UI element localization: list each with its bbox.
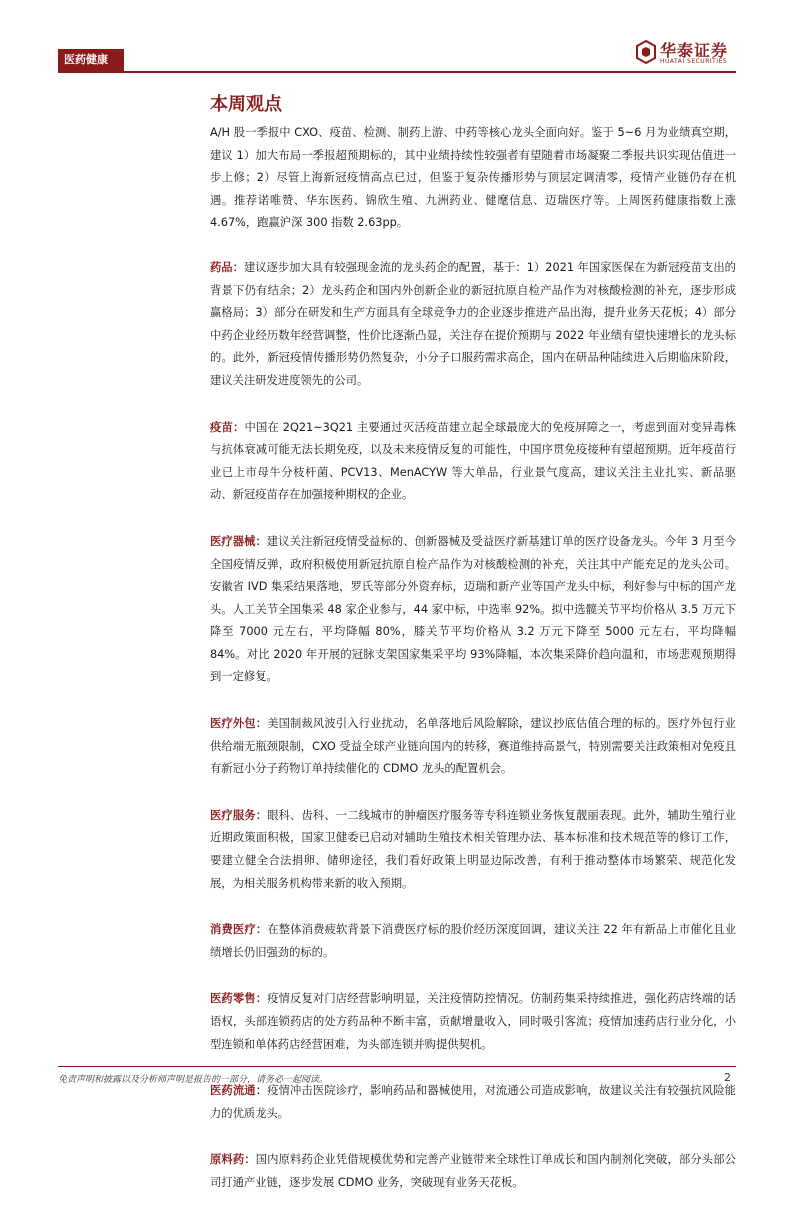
paragraph-lead: 医药流通： — [210, 1084, 268, 1098]
section-label: 医药健康 — [64, 53, 108, 66]
paragraph-text: 中国在 2Q21~3Q21 主要通过灭活疫苗建立起全球最庞大的免疫屏障之一，考虑到面对变异毒株与抗体衰减可能无法长期免疫，以及未来疫情反复的可能性，中国序贯免疫接种有望超预期。近年疫苗行业已上市母牛分枝杆菌、PCV13、MenACYW 等大单品，行业景气度高，建议关注主业扎实、新品驱动、新冠疫苗存在加强接种期权的企业。 — [210, 420, 736, 502]
paragraph-lead: 消费医疗： — [210, 923, 268, 937]
paragraph — [210, 988, 736, 1056]
content-body — [210, 122, 736, 1219]
page-number: 2 — [724, 1071, 731, 1084]
page-title: 本周观点 — [210, 94, 282, 115]
page-header — [0, 0, 793, 74]
paragraph-text: 建议关注新冠疫情受益标的、创新器械及受益医疗新基建订单的医疗设备龙头。今年 3 月至今全国疫情反弹，政府积极使用新冠抗原自检产品作为对核酸检测的补充，关注其中产能充足的龙头公司。安徽省 IVD 集采结果落地，罗氏等部分外资弃标，迈瑞和新产业等国产龙头中标，利好参与中标的国产龙头。人工关节全国集采 48 家企业参与，44 家中标，中选率 92%。拟中选髋关节平均价格从 3.5 万元下降至 7000 元左右，平均降幅 80%，膝关节平均价格从 3.2 万元下降至 5000 元左右，平均降幅 84%。对比 2020 年开展的冠脉支架国家集采平均 93%降幅，本次集采降价趋向温和，市场悲观预期得到一定修复。 — [210, 534, 736, 684]
paragraph — [210, 1080, 736, 1125]
paragraph-lead: 药品： — [210, 260, 244, 274]
paragraph-text: A/H 股一季报中 CXO、疫苗、检测、制药上游、中药等核心龙头全面向好。鉴于 5~6 月为业绩真空期，建议 1）加大布局一季报超预期标的，其中业绩持续性较强者有望随着市场凝聚二季报共识实现估值进一步上修；2）尽管上海新冠疫情高点已过，但鉴于复杂传播形势与顶层定调清零，疫情产业链仍存在机遇。推荐诺唯赞、华东医药、锦欣生殖、九洲药业、健麾信息、迈瑞医疗等。上周医药健康指数上涨 4.67%，跑赢沪深 300 指数 2.63pp。 — [210, 126, 736, 230]
paragraph — [210, 257, 736, 393]
logo-text-cn: 华泰证券 — [660, 41, 729, 60]
paragraph — [210, 122, 736, 235]
paragraph-text: 疫情反复对门店经营影响明显，关注疫情防控情况。仿制药集采持续推进，强化药店终端的话语权，头部连锁药店的处方药品种不断丰富，贡献增量收入，同时吸引客流；疫情加速药店行业分化，小型连锁和单体药店经营困难，为头部连锁并购提供契机。 — [210, 992, 736, 1051]
paragraph-lead: 原料药： — [210, 1153, 256, 1167]
paragraph-text: 国内原料药企业凭借规模优势和完善产业链带来全球性订单成长和国内制剂化突破，部分头部公司打通产业链，逐步发展 CDMO 业务，突破现有业务天花板。 — [210, 1153, 736, 1189]
paragraph — [210, 1149, 736, 1194]
paragraph — [210, 713, 736, 781]
footer-disclaimer: 免责声明和披露以及分析师声明是报告的一部分，请务必一起阅读。 — [58, 1075, 329, 1085]
paragraph-text: 建议逐步加大具有较强现金流的龙头药企的配置，基于：1）2021 年国家医保在为新冠疫苗支出的背景下仍有结余；2）龙头药企和国内外创新企业的新冠抗原自检产品作为对核酸检测的补充，逐步形成赢格局；3）部分在研发和生产方面具有全球竞争力的企业逐步推进产品出海，提升业务天花板；4）部分中药企业经历数年经营调整，性价比逐渐凸显，关注存在提价预期与 2022 年业绩有望快速增长的龙头标的。此外，新冠疫情传播形势仍然复杂，小分子口服药需求高企，国内在研品种陆续进入后期临床阶段，建议关注研发进度领先的公司。 — [210, 260, 736, 387]
paragraph — [210, 805, 736, 895]
paragraph-lead: 医疗器械： — [210, 534, 267, 548]
paragraph-lead: 医疗外包： — [210, 717, 268, 731]
paragraph-lead: 疫苗： — [210, 420, 245, 434]
paragraph-lead: 医疗服务： — [210, 808, 268, 822]
footer-divider — [58, 1066, 736, 1067]
paragraph-text: 疫情冲击医院诊疗，影响药品和器械使用，对流通公司造成影响，故建议关注有较强抗风险能力的优质龙头。 — [210, 1084, 736, 1120]
paragraph — [210, 531, 736, 689]
header-divider — [58, 71, 736, 73]
paragraph-text: 在整体消费疲软背景下消费医疗标的股价经历深度回调，建议关注 22 年有新品上市催化且业绩增长仍旧强劲的标的。 — [210, 923, 736, 959]
paragraph-lead: 医药零售： — [210, 992, 268, 1006]
paragraph — [210, 417, 736, 507]
logo-mark-icon — [636, 40, 656, 64]
paragraph — [210, 919, 736, 964]
section-tag — [58, 49, 124, 71]
brand-logo — [636, 38, 736, 68]
paragraph-text: 眼科、齿科、一二线城市的肿瘤医疗服务等专科连锁业务恢复靓丽表现。此外，辅助生殖行业近期政策面积极，国家卫健委已启动对辅助生殖技术相关管理办法、基本标准和技术规范等的修订工作，要建立健全合法捐卵、储卵途径，我们看好政策上明显边际改善，有利于推动整体市场繁荣、规范化发展，为相关服务机构带来新的收入预期。 — [210, 808, 736, 890]
logo-text-en: HUATAI SECURITIES — [660, 58, 728, 65]
paragraph-text: 美国制裁风波引入行业扰动，名单落地后风险解除，建议抄底估值合理的标的。医疗外包行业供给端无瓶颈限制，CXO 受益全球产业链向国内的转移，赛道维持高景气，特别需要关注政策相对免疫且有新冠小分子药物订单持续催化的 CDMO 龙头的配置机会。 — [210, 717, 736, 776]
